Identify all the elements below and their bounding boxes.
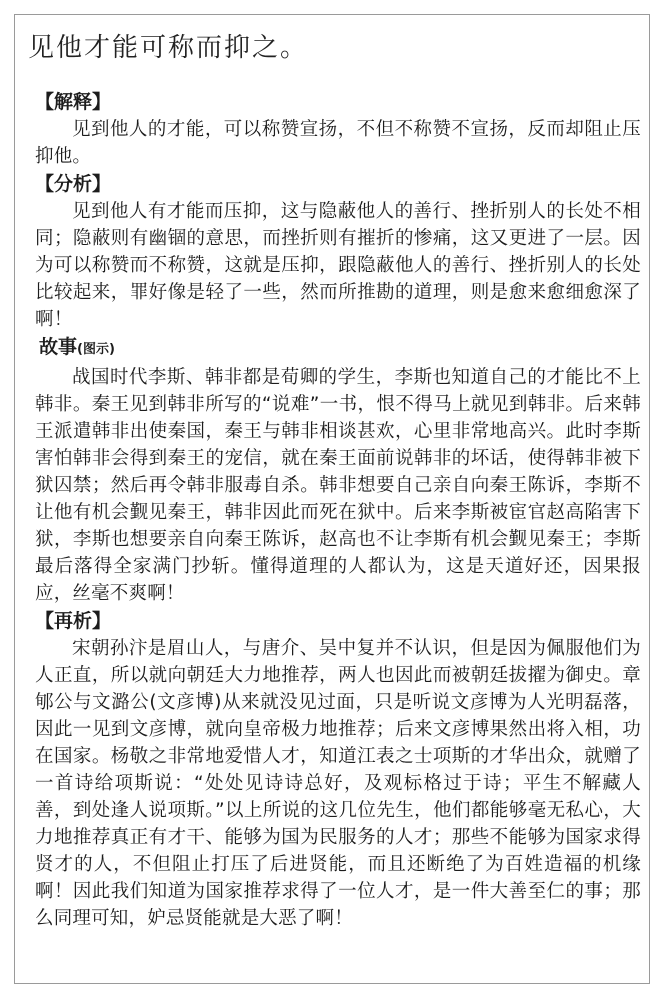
analysis-heading: 【分析】 — [35, 173, 112, 195]
reanalysis-heading: 【再析】 — [35, 610, 112, 632]
story-heading-sub: (图示) — [77, 342, 115, 357]
page-title: 见他才能可称而抑之。 — [28, 33, 309, 63]
analysis-text: 见到他人有才能而压抑，这与隐蔽他人的善行、挫折别人的长处不相同；隐蔽则有幽锢的意思，而挫折则有摧折的惨痛，这又更进了一层。因为可以称赞而不称赞，这就是压抑，跟隐蔽他人的善行、挫折别人的长处比较起来，罪好像是轻了一些，然而所推勘的道理，则是愈来愈细愈深了啊！ — [35, 201, 641, 330]
explanation-text: 见到他人的才能，可以称赞宣扬，不但不称赞不宣扬，反而却阻止压抑他。 — [35, 119, 641, 167]
story-text: 战国时代李斯、韩非都是荀卿的学生，李斯也知道自己的才能比不上韩非。秦王见到韩非所写的“说难”一书，恨不得马上就见到韩非。后来韩王派遣韩非出使秦国，秦王与韩非相谈甚欢，心里非常地高兴。此时李斯害怕韩非会得到秦王的宠信，就在秦王面前说韩非的坏话，使得韩非被下狱囚禁；然后再令韩非服毒自杀。韩非想要自己亲自向秦王陈诉，李斯不让他有机会觐见秦王，韩非因此而死在狱中。后来李斯被宦官赵高陷害下狱，李斯也想要亲自向秦王陈诉，赵高也不让李斯有机会觐见秦王；李斯最后落得全家满门抄斩。懂得道理的人都认为，这是天道好还，因果报应，丝毫不爽啊！ — [35, 367, 641, 604]
story-heading — [35, 333, 641, 364]
explanation-heading: 【解释】 — [35, 91, 112, 113]
document-body — [35, 88, 641, 932]
reanalysis-text: 宋朝孙汴是眉山人，与唐介、吴中复并不认识，但是因为佩服他们为人正直，所以就向朝廷大力地推荐，两人也因此而被朝廷拔擢为御史。章郇公与文潞公(文彦博)从来就没见过面，只是听说文彦博为人光明磊落，因此一见到文彦博，就向皇帝极力地推荐；后来文彦博果然出将入相，功在国家。杨敬之非常地爱惜人才，知道江表之士项斯的才华出众，就赠了一首诗给项斯说：“处处见诗诗总好，及观标格过于诗；平生不解藏人善，到处逢人说项斯。”以上所说的这几位先生，他们都能够毫无私心，大力地推荐真正有才干、能够为国为民服务的人才；那些不能够为国家求得贤才的人，不但阻止打压了后进贤能，而且还断绝了为百姓造福的机缘啊！因此我们知道为国家推荐求得了一位人才，是一件大善至仁的事；那么同理可知，妒忌贤能就是大恶了啊！ — [35, 638, 641, 929]
story-heading-label: 故事 — [39, 336, 78, 358]
